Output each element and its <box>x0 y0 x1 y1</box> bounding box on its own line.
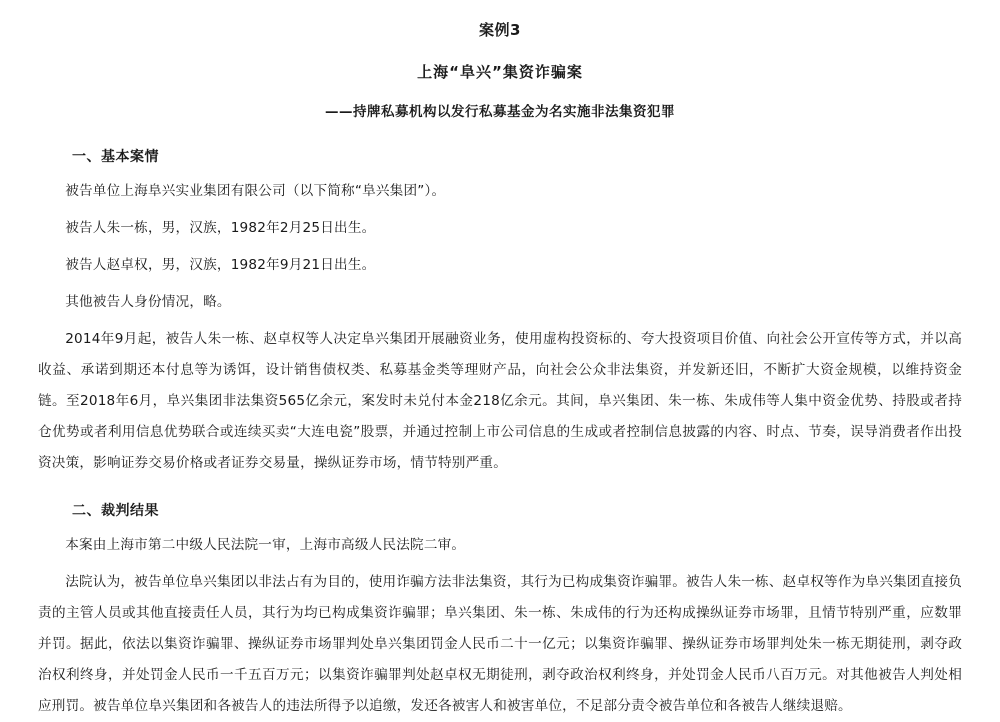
paragraph: 本案由上海市第二中级人民法院一审，上海市高级人民法院二审。 <box>65 537 466 553</box>
section-judgment-result <box>38 498 962 722</box>
section-body-basic-facts <box>38 176 962 479</box>
case-title: 上海“阜兴”集资诈骗案 <box>417 63 583 81</box>
section-heading-judgment-result: 二、裁判结果 <box>72 503 159 519</box>
section-basic-facts <box>38 144 962 479</box>
case-subtitle: ——持牌私募机构以发行私募基金为名实施非法集资犯罪 <box>325 104 675 120</box>
paragraph: 法院认为，被告单位阜兴集团以非法占有为目的，使用诈骗方法非法集资，其行为已构成集资诈骗罪。被告人朱一栋、赵卓权等作为阜兴集团直接负责的主管人员或其他直接责任人员，其行为均已构成集资诈骗罪；阜兴集团、朱一栋、朱成伟的行为还构成操纵证券市场罪，且情节特别严重，应数罪并罚。据此，依法以集资诈骗罪、操纵证券市场罪判处阜兴集团罚金人民币二十一亿元；以集资诈骗罪、操纵证券市场罪判处朱一栋无期徒刑，剥夺政治权利终身，并处罚金人民币一千五百万元；以集资诈骗罪判处赵卓权无期徒刑，剥夺政治权利终身，并处罚金人民币八百万元。对其他被告人判处相应刑罚。被告单位阜兴集团和各被告人的违法所得予以追缴，发还各被害人和被害单位，不足部分责令被告单位和各被告人继续退赔。 <box>38 574 962 714</box>
section-heading-basic-facts: 一、基本案情 <box>72 149 159 165</box>
paragraph: 被告人赵卓权，男，汉族，1982年9月21日出生。 <box>65 257 376 273</box>
paragraph: 被告人朱一栋，男，汉族，1982年2月25日出生。 <box>65 220 376 236</box>
paragraph: 其他被告人身份情况，略。 <box>65 294 231 310</box>
paragraph: 2014年9月起，被告人朱一栋、赵卓权等人决定阜兴集团开展融资业务，使用虚构投资标的、夸大投资项目价值、向社会公开宣传等方式，并以高收益、承诺到期还本付息等为诱饵，设计销售债权类、私募基金类等理财产品，向社会公众非法集资，并发新还旧，不断扩大资金规模，以维持资金链。至2018年6月，阜兴集团非法集资565亿余元，案发时未兑付本金218亿余元。其间，阜兴集团、朱一栋、朱成伟等人集中资金优势、持股或者持仓优势或者利用信息优势联合或连续买卖“大连电瓷”股票，并通过控制上市公司信息的生成或者控制信息披露的内容、时点、节奏，误导消费者作出投资决策，影响证券交易价格或者证券交易量，操纵证券市场，情节特别严重。 <box>38 331 962 471</box>
page-title: 案例3 <box>479 21 521 39</box>
section-body-judgment-result <box>38 530 962 722</box>
paragraph: 被告单位上海阜兴实业集团有限公司（以下简称“阜兴集团”）。 <box>65 183 446 199</box>
